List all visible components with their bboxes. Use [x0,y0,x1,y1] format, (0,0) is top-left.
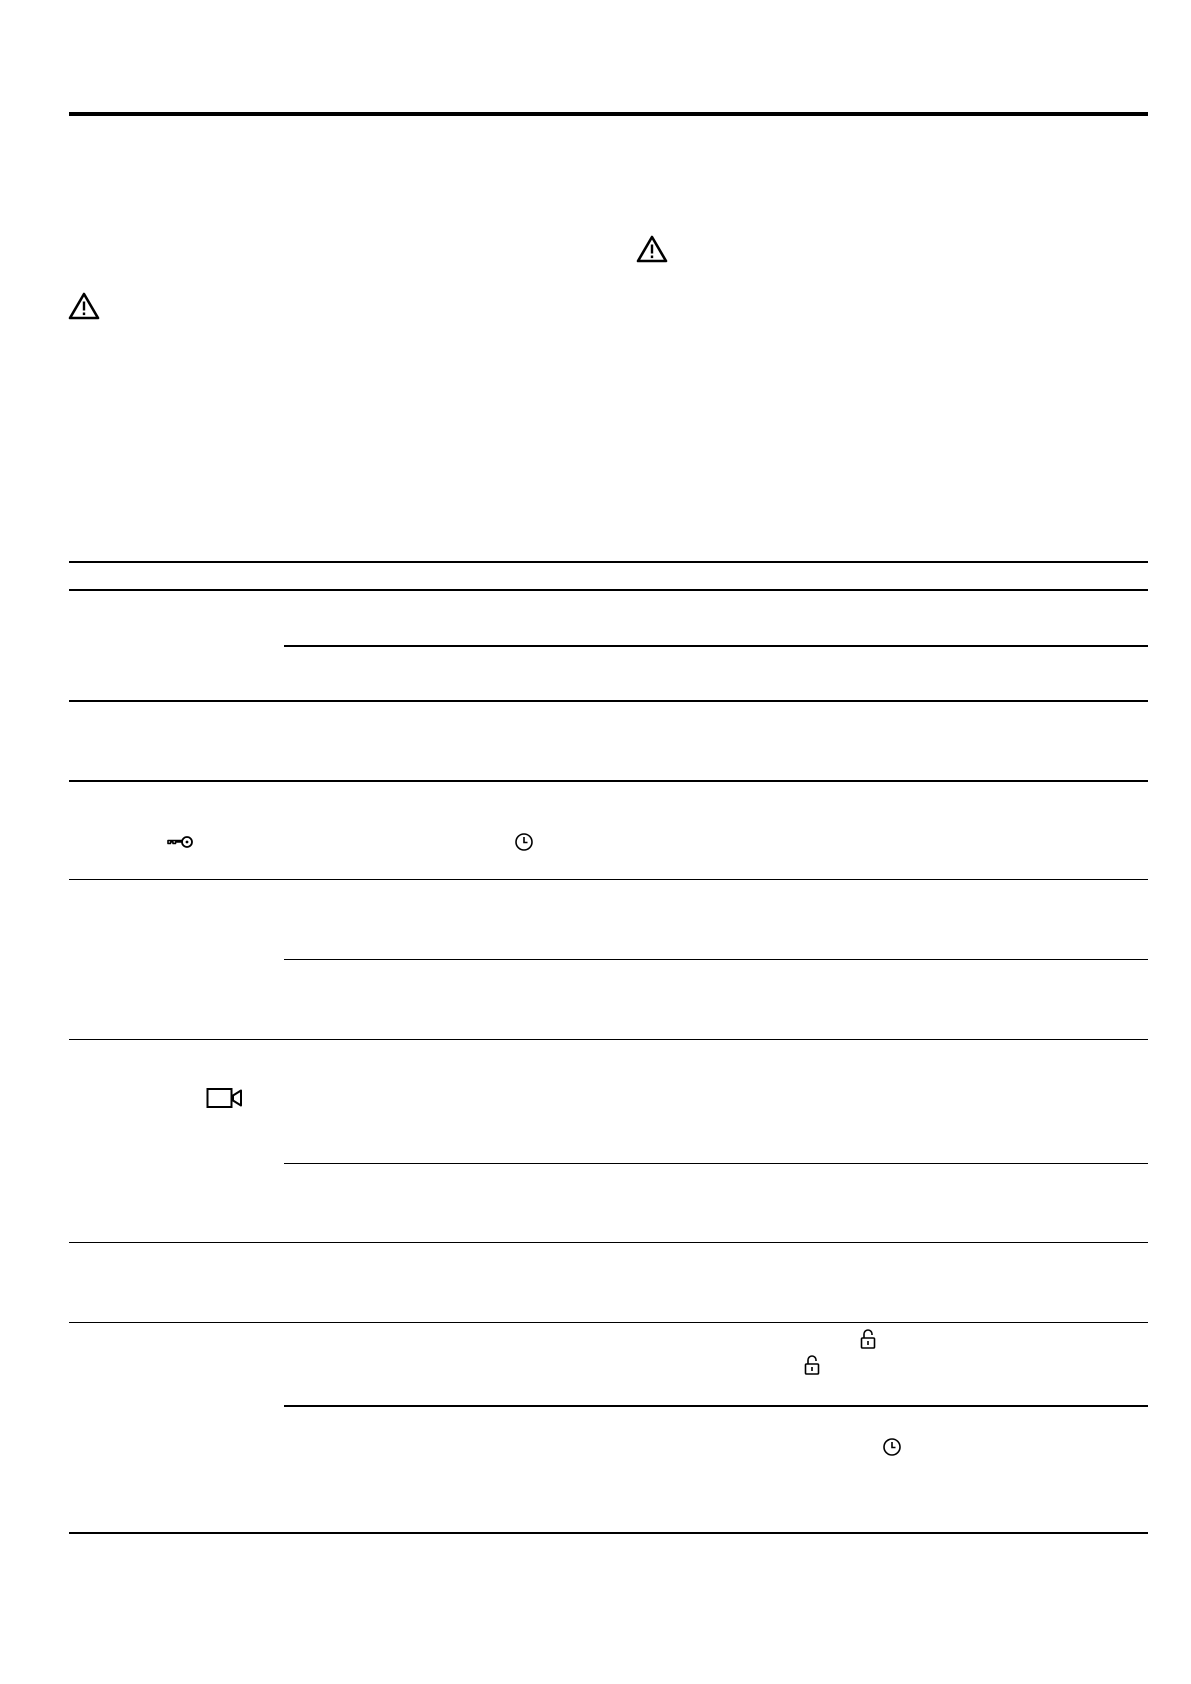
table-header-rule [69,589,1148,591]
warning-icon [68,292,100,320]
table-subrow-rule [284,1405,1148,1407]
table-subrow-rule [284,959,1148,960]
table-row-rule [69,780,1148,782]
key-icon [166,834,194,850]
header-rule [69,112,1148,116]
warning-icon [636,235,668,263]
table-row-rule [69,1039,1148,1040]
lock-open-icon [860,1328,876,1350]
table-subrow-rule [284,645,1148,647]
table-row-rule [69,700,1148,702]
camera-icon [206,1087,244,1109]
clock-icon [514,832,534,852]
table-subrow-rule [284,1163,1148,1164]
table-bottom-rule [69,1532,1148,1534]
lock-open-icon [804,1354,820,1376]
table-row-rule [69,1242,1148,1243]
table-top-rule [69,561,1148,563]
clock-icon [882,1437,902,1457]
table-row-rule [69,879,1148,880]
table-row-rule [69,1322,1148,1323]
